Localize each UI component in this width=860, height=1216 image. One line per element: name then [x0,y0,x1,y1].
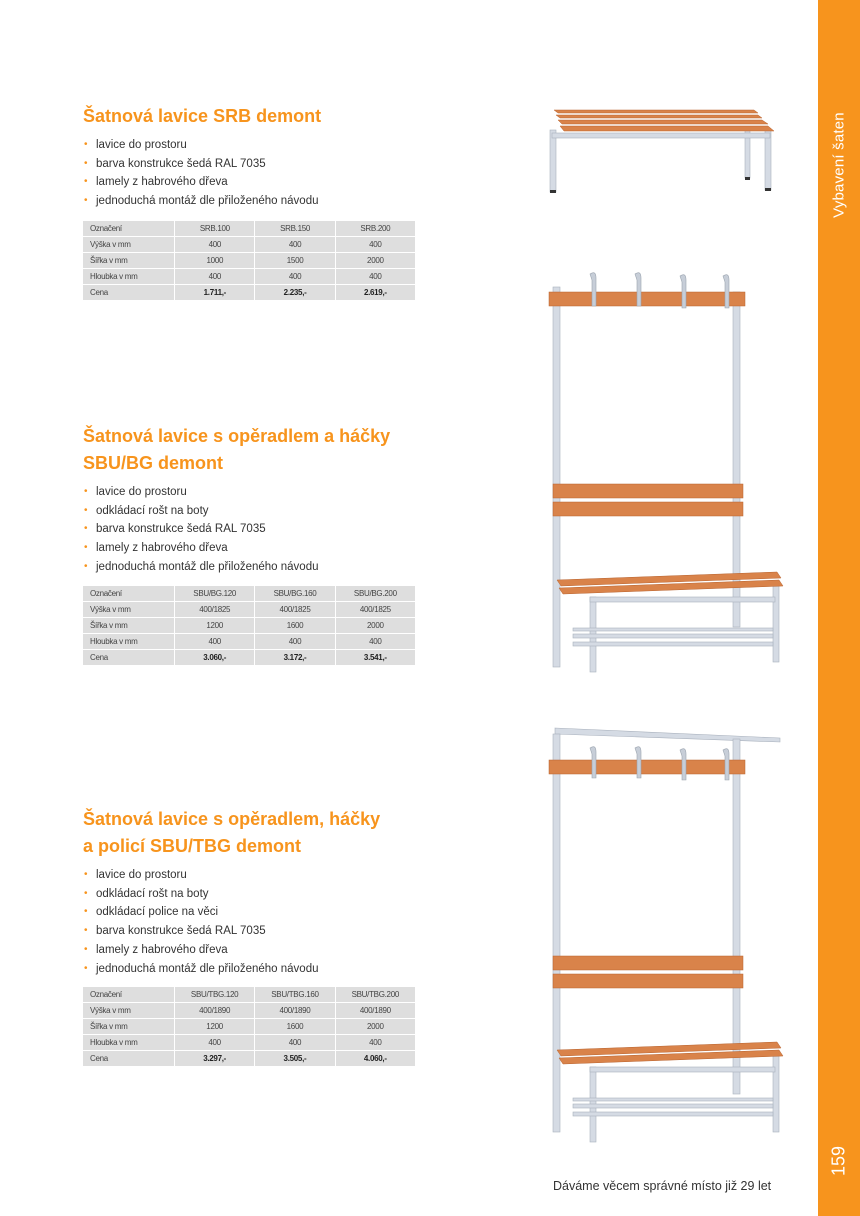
feature-item: • jednoduchá montáž dle přiloženého návodu [84,962,319,975]
value-cell: SBU/BG.200 [336,586,415,601]
value-cell: SRB.150 [255,221,334,236]
price-cell: 4.060,- [336,1051,415,1066]
table-row [83,618,415,633]
value-cell: 400 [255,237,334,252]
value-cell: SBU/TBG.120 [175,987,254,1002]
page-number [818,1136,860,1186]
row-label: Výška v mm [83,602,174,617]
feature-list [83,866,423,978]
price-cell: 3.060,- [175,650,254,665]
value-cell: 400/1890 [336,1003,415,1018]
spec-table [82,585,416,666]
price-cell: 3.505,- [255,1051,334,1066]
product-sbu-bg [83,423,423,666]
feature-item: • odkládací rošt na boty [84,504,209,517]
table-row [83,586,415,601]
feature-list [83,483,423,577]
section-title [818,100,860,230]
row-label: Hloubka v mm [83,269,174,284]
feature-item: • lavice do prostoru [84,869,187,881]
value-cell: SBU/BG.120 [175,586,254,601]
price-cell: 3.541,- [336,650,415,665]
table-row [83,1035,415,1050]
feature-item: • odkládací rošt na boty [84,887,209,900]
value-cell: 400 [336,269,415,284]
product-title: Šatnová lavice s opěradlem, háčky a policí SBU/TBG demont [83,809,381,856]
value-cell: 400 [255,269,334,284]
value-cell: 400 [175,1035,254,1050]
value-cell: 400/1890 [255,1003,334,1018]
feature-item: • barva konstrukce šedá RAL 7035 [84,157,266,170]
value-cell: 400 [255,1035,334,1050]
feature-item: • lamely z habrového dřeva [84,943,228,956]
row-label: Hloubka v mm [83,1035,174,1050]
value-cell: 400 [175,634,254,649]
value-cell: SRB.100 [175,221,254,236]
value-cell: 1600 [255,618,334,633]
price-cell: 3.297,- [175,1051,254,1066]
feature-item: • jednoduchá montáž dle přiloženého návodu [84,560,319,573]
product-title: Šatnová lavice s opěradlem a háčky SBU/BG demont [83,426,391,473]
row-label: Výška v mm [83,1003,174,1018]
row-label: Označení [83,987,174,1002]
value-cell: 400/1890 [175,1003,254,1018]
price-cell: 3.172,- [255,650,334,665]
product-srb [83,103,423,301]
product-sbu-tbg [83,806,423,1067]
table-row [83,602,415,617]
value-cell: 1500 [255,253,334,268]
table-row [83,221,415,236]
table-row [83,987,415,1002]
table-row [83,1051,415,1066]
value-cell: 400 [336,237,415,252]
feature-item: • odkládací police na věci [84,906,219,919]
table-row [83,650,415,665]
footer-slogan: Dáváme věcem správné místo již 29 let [553,1179,772,1193]
feature-item: • lavice do prostoru [84,486,187,498]
value-cell: 400/1825 [336,602,415,617]
table-row [83,1019,415,1034]
feature-list [83,136,423,211]
value-cell: 400/1825 [255,602,334,617]
row-label: Šířka v mm [83,618,174,633]
value-cell: SBU/TBG.200 [336,987,415,1002]
value-cell: SBU/BG.160 [255,586,334,601]
feature-item: • lamely z habrového dřeva [84,542,228,555]
spec-table [82,220,416,301]
value-cell: 1200 [175,1019,254,1034]
row-label: Výška v mm [83,237,174,252]
feature-item: • jednoduchá montáž dle přiloženého návodu [84,195,319,208]
feature-item: • lavice do prostoru [84,139,187,151]
value-cell: 2000 [336,253,415,268]
row-label: Hloubka v mm [83,634,174,649]
row-label: Šířka v mm [83,1019,174,1034]
table-row [83,253,415,268]
table-row [83,269,415,284]
price-cell: 2.235,- [255,285,334,300]
value-cell: SBU/TBG.160 [255,987,334,1002]
row-label: Cena [83,285,174,300]
table-row [83,1003,415,1018]
value-cell: 400 [336,634,415,649]
feature-item: • lamely z habrového dřeva [84,176,228,189]
row-label: Šířka v mm [83,253,174,268]
row-label: Cena [83,1051,174,1066]
value-cell: 400/1825 [175,602,254,617]
table-row [83,285,415,300]
row-label: Cena [83,650,174,665]
value-cell: 1200 [175,618,254,633]
value-cell: 2000 [336,1019,415,1034]
value-cell: SRB.200 [336,221,415,236]
value-cell: 400 [336,1035,415,1050]
feature-item: • barva konstrukce šedá RAL 7035 [84,925,266,938]
value-cell: 1600 [255,1019,334,1034]
price-cell: 2.619,- [336,285,415,300]
bench-icon [540,105,780,195]
feature-item: • barva konstrukce šedá RAL 7035 [84,523,266,536]
row-label: Označení [83,221,174,236]
page-number-text: 159 [828,1145,849,1177]
table-row [83,634,415,649]
section-title-text: Vybavení šaten [830,112,848,218]
spec-table [82,986,416,1067]
value-cell: 400 [175,237,254,252]
row-label: Označení [83,586,174,601]
value-cell: 400 [175,269,254,284]
value-cell: 1000 [175,253,254,268]
product-title: Šatnová lavice SRB demont [83,106,322,126]
bench-with-hooks-icon [545,262,785,674]
price-cell: 1.711,- [175,285,254,300]
bench-with-hooks-and-shelf-icon [545,724,785,1144]
table-row [83,237,415,252]
value-cell: 2000 [336,618,415,633]
value-cell: 400 [255,634,334,649]
